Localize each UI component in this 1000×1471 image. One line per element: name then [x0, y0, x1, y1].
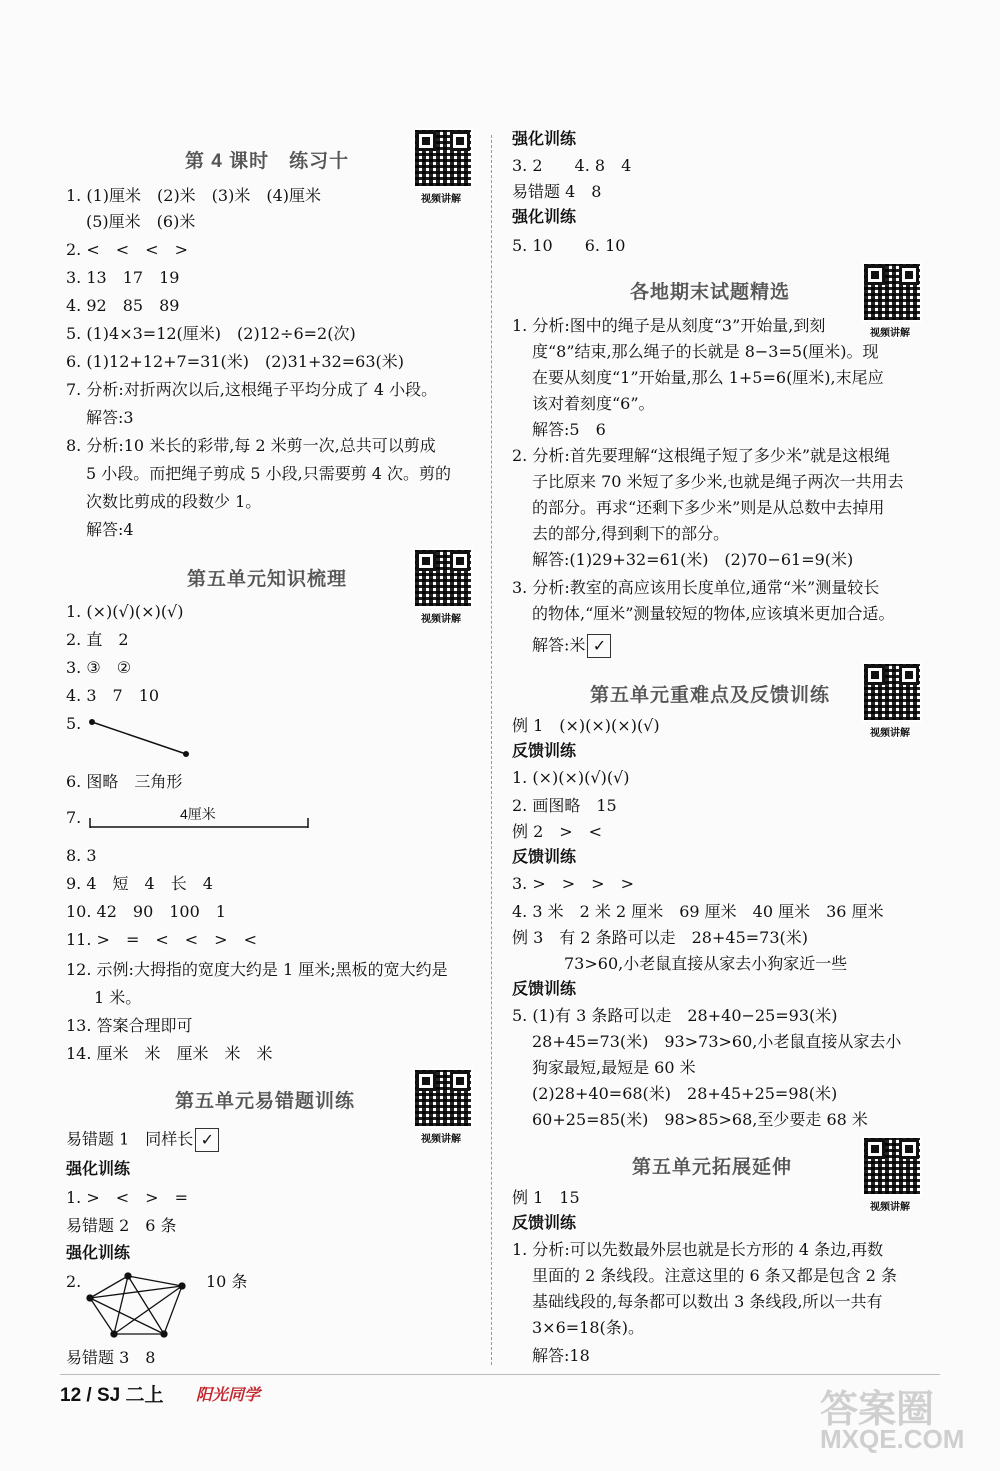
answer-line: 5 小段。而把绳子剪成 5 小段,只需要剪 4 次。剪的 — [86, 464, 452, 483]
answer-line: 的物体,“厘米”测量较短的物体,应该填米更加合适。 — [532, 604, 895, 623]
answer-line: 解答:18 — [532, 1346, 590, 1365]
answer-line: 狗家最短,最短是 60 米 — [532, 1058, 696, 1077]
qr-icon — [862, 662, 922, 722]
section-title-unit5-review: 第五单元知识梳理 — [187, 569, 348, 590]
qr-icon — [413, 128, 473, 188]
section-title-lesson4: 第 4 课时 练习十 — [185, 151, 350, 172]
answer-line: 9. 4 短 4 长 4 — [66, 874, 213, 893]
answer-line: 2. — [66, 1272, 82, 1291]
footer-rule — [60, 1374, 940, 1375]
answer-line: 4. 92 85 89 — [66, 296, 180, 315]
qr-code-lesson4[interactable]: 视频讲解 — [413, 128, 469, 205]
answer-line: 强化训练 — [512, 131, 577, 148]
answer-line: 73>60,小老鼠直接从家去小狗家近一些 — [564, 954, 848, 973]
answer-line: 7. — [66, 808, 82, 827]
qr-code-unit5-review[interactable]: 视频讲解 — [413, 548, 469, 625]
answer-line: 2. 画图略 15 — [512, 796, 617, 815]
answer-line: 度“8”结束,那么绳子的长就是 8−3=5(厘米)。现 — [532, 342, 879, 361]
answer-line: 5. 10 6. 10 — [512, 236, 626, 255]
answer-line: 1. (×)(√)(×)(√) — [66, 602, 184, 621]
answer-line: 强化训练 — [66, 1245, 131, 1262]
answer-line: 8. 分析:10 米长的彩带,每 2 米剪一次,总共可以剪成 — [66, 436, 436, 455]
answer-line: 在要从刻度“1”开始量,那么 1+5=6(厘米),末尾应 — [532, 368, 884, 387]
answer-line: 14. 厘米 米 厘米 米 米 — [66, 1044, 273, 1063]
section-title-unit5-key-points: 第五单元重难点及反馈训练 — [590, 685, 831, 706]
ruler-label: 4厘米 — [180, 806, 216, 822]
check-box: ✓ — [195, 1128, 219, 1152]
answer-line: 2. 直 2 — [66, 630, 129, 649]
section-title-unit5-extension: 第五单元拓展延伸 — [632, 1157, 793, 1178]
answer-line: 5. — [66, 714, 82, 733]
answer-line: 反馈训练 — [512, 981, 577, 998]
answer-line: 60+25=85(米) 98>85>68,至少要走 68 米 — [532, 1110, 868, 1129]
answer-line: 例 2 > < — [512, 822, 603, 841]
answer-line: 例 3 有 2 条路可以走 28+45=73(米) — [512, 928, 808, 947]
answer-line: 易错题 4 8 — [512, 182, 602, 201]
qr-icon — [862, 1136, 922, 1196]
answer-line: 解答:4 — [86, 520, 134, 539]
answer-line: 例 1 15 — [512, 1188, 580, 1207]
answer-line: 4. 3 米 2 米 2 厘米 69 厘米 40 厘米 36 厘米 — [512, 902, 884, 921]
answer-line: 8. 3 — [66, 846, 97, 865]
answer-line: 3. ③ ② — [66, 658, 132, 677]
answer-line: (2)28+40=68(米) 28+45+25=98(米) — [532, 1084, 838, 1103]
answer-line: 例 1 (×)(×)(×)(√) — [512, 716, 660, 735]
qr-icon — [862, 262, 922, 322]
column-divider — [491, 135, 492, 1365]
answer-line: 解答:(1)29+32=61(米) (2)70−61=9(米) — [532, 550, 854, 569]
answer-line: 里面的 2 条线段。注意这里的 6 条又都是包含 2 条 — [532, 1266, 898, 1285]
answer-line: 易错题 2 6 条 — [66, 1216, 177, 1235]
answer-line: 4. 3 7 10 — [66, 686, 160, 705]
answer-line: 2. 分析:首先要理解“这根绳子短了多少米”就是这根绳 — [512, 446, 891, 465]
answer-line: 3. 13 17 19 — [66, 268, 180, 287]
answer-line: 7. 分析:对折两次以后,这根绳子平均分成了 4 小段。 — [66, 380, 438, 399]
answer-line: 1. > < > = — [66, 1188, 188, 1207]
brand-logo: 阳光同学 — [196, 1387, 261, 1404]
watermark-text: 答案圈 — [820, 1389, 935, 1431]
answer-line: 1. 分析:图中的绳子是从刻度“3”开始量,到刻 — [512, 316, 826, 335]
answer-line: 去的部分,得到剩下的部分。 — [532, 524, 730, 543]
answer-line: 28+45=73(米) 93>73>60,小老鼠直接从家去小 — [532, 1032, 902, 1051]
answer-line: 1. (×)(×)(√)(√) — [512, 768, 630, 787]
answer-line: 强化训练 — [512, 209, 577, 226]
answer-line: 子比原来 70 米短了多少米,也就是绳子两次一共用去 — [532, 472, 904, 491]
answer-line: 3. > > > > — [512, 874, 634, 893]
qr-code-unit5-key-points[interactable]: 视频讲解 — [862, 662, 918, 739]
answer-line: 13. 答案合理即可 — [66, 1016, 193, 1035]
check-box: ✓ — [587, 634, 611, 658]
answer-line: (5)厘米 (6)米 — [86, 212, 196, 231]
figure-label: 10 条 — [206, 1272, 248, 1291]
answer-line: 5. (1)有 3 条路可以走 28+40−25=93(米) — [512, 1006, 838, 1025]
answer-line: 3. 2 4. 8 4 — [512, 156, 632, 175]
qr-icon — [413, 1068, 473, 1128]
answer-line: 3×6=18(条)。 — [532, 1318, 645, 1337]
qr-code-unit5-extension[interactable]: 视频讲解 — [862, 1136, 918, 1213]
answer-line: 11. > = < < > < — [66, 930, 257, 949]
answer-line: 反馈训练 — [512, 1215, 577, 1232]
answer-line: 解答:3 — [86, 408, 134, 427]
pentagram-figure — [84, 1270, 194, 1342]
answer-line: 该对着刻度“6”。 — [532, 394, 655, 413]
answer-line: 次数比剪成的段数少 1。 — [86, 492, 262, 511]
answer-line: 5. (1)4×3=12(厘米) (2)12÷6=2(次) — [66, 324, 356, 343]
section-title-final-exams: 各地期末试题精选 — [630, 282, 791, 303]
qr-code-final-exams[interactable]: 视频讲解 — [862, 262, 918, 339]
answer-line: 2. < < < > — [66, 240, 188, 259]
answer-line: 12. 示例:大拇指的宽度大约是 1 厘米;黑板的宽大约是 — [66, 960, 448, 979]
answer-line: 1. 分析:可以先数最外层也就是长方形的 4 条边,再数 — [512, 1240, 884, 1259]
answer-line: 6. 图略 三角形 — [66, 772, 183, 791]
qr-code-unit5-errors[interactable]: 视频讲解 — [413, 1068, 469, 1145]
answer-line: 解答:5 6 — [532, 420, 606, 439]
answer-line: 反馈训练 — [512, 849, 577, 866]
answer-line: 反馈训练 — [512, 743, 577, 760]
answer-line: 易错题 1 同样长 ✓ — [66, 1128, 219, 1152]
answer-line: 强化训练 — [66, 1161, 131, 1178]
answer-line: 解答:米 ✓ — [532, 634, 611, 658]
answer-line: 3. 分析:教室的高应该用长度单位,通常“米”测量较长 — [512, 578, 880, 597]
qr-icon — [413, 548, 473, 608]
answer-line: 的部分。再求“还剩下多少米”则是从总数中去掉用 — [532, 498, 885, 517]
page-number: 12 / SJ 二上 — [60, 1385, 164, 1406]
answer-line: 1. (1)厘米 (2)米 (3)米 (4)厘米 — [66, 186, 322, 205]
answer-line: 6. (1)12+12+7=31(米) (2)31+32=63(米) — [66, 352, 405, 371]
answer-line: 10. 42 90 100 1 — [66, 902, 226, 921]
answer-line: 易错题 3 8 — [66, 1348, 156, 1367]
section-title-unit5-errors: 第五单元易错题训练 — [175, 1091, 356, 1112]
watermark-site: MXQE.COM — [820, 1424, 965, 1454]
answer-line: 1 米。 — [94, 988, 142, 1007]
line-segment-figure — [86, 715, 196, 760]
answer-line: 基础线段的,每条都可以数出 3 条线段,所以一共有 — [532, 1292, 883, 1311]
